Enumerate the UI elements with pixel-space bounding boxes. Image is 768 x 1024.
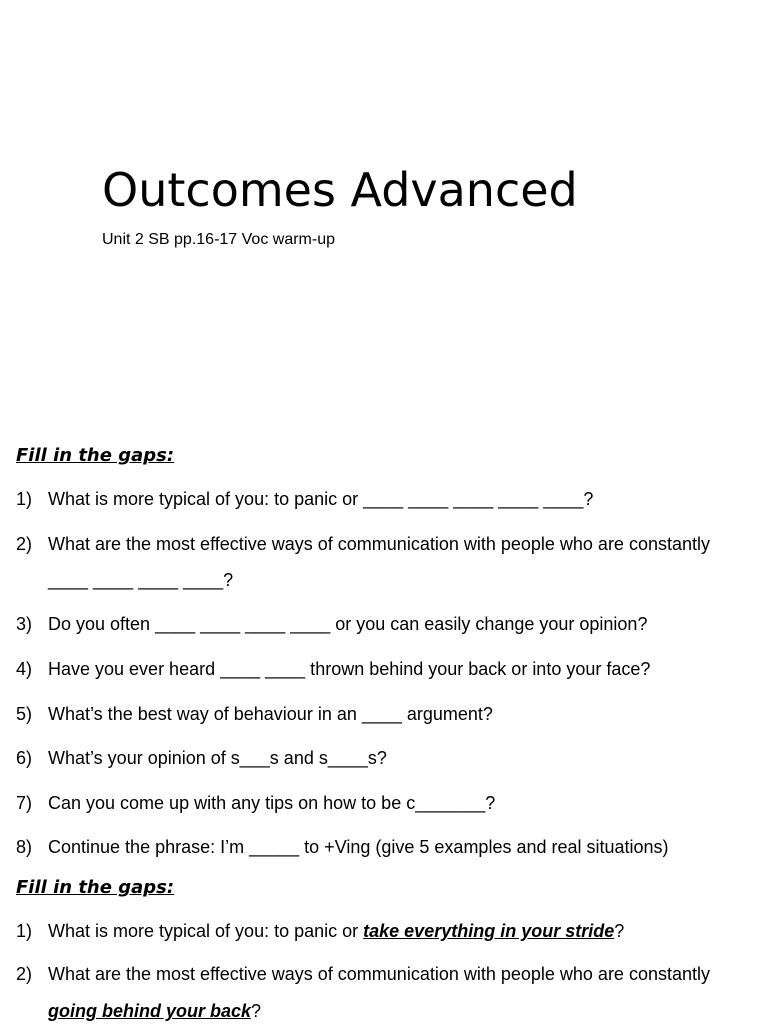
question-text: What’s the best way of behaviour in an ____ argument? <box>48 704 493 724</box>
page-subtitle: Unit 2 SB pp.16-17 Voc warm-up <box>102 231 336 248</box>
question-number: 8) <box>16 837 33 857</box>
question-8 <box>16 835 758 859</box>
question-3 <box>16 612 758 636</box>
question-text: Can you come up with any tips on how to be c_______? <box>48 793 496 813</box>
answer-2-continuation <box>48 999 261 1023</box>
question-text: What’s your opinion of s___s and s____s? <box>48 748 387 768</box>
question-text: Continue the phrase: I’m _____ to +Ving (give 5 examples and real situations) <box>48 837 669 857</box>
section2-heading: Fill in the gaps: <box>16 877 175 898</box>
question-2-continuation: ____ ____ ____ ____? <box>48 570 234 590</box>
question-number: 7) <box>16 793 33 813</box>
page-title: Outcomes Advanced <box>102 163 578 217</box>
question-number: 4) <box>16 659 33 679</box>
question-2 <box>16 532 758 556</box>
answer-1 <box>16 919 758 943</box>
question-number: 1) <box>16 489 33 509</box>
question-text: Have you ever heard ____ ____ thrown behind your back or into your face? <box>48 659 651 679</box>
answer-2 <box>16 962 758 986</box>
question-number: 2) <box>16 534 33 554</box>
question-number: 1) <box>16 921 33 941</box>
question-7 <box>16 791 758 815</box>
question-number: 3) <box>16 614 33 634</box>
answer-text: take everything in your stride <box>363 921 615 941</box>
question-5 <box>16 702 758 726</box>
section1-heading: Fill in the gaps: <box>16 445 175 466</box>
question-suffix: ? <box>251 1001 262 1021</box>
question-6 <box>16 746 758 770</box>
question-number: 6) <box>16 748 33 768</box>
question-4 <box>16 657 758 681</box>
question-text: Do you often ____ ____ ____ ____ or you can easily change your opinion? <box>48 614 648 634</box>
answer-text: going behind your back <box>48 1001 252 1021</box>
question-text: What are the most effective ways of communication with people who are constantly <box>48 534 710 554</box>
question-1 <box>16 487 758 511</box>
question-suffix: ? <box>614 921 625 941</box>
question-text: What are the most effective ways of communication with people who are constantly <box>48 964 710 984</box>
question-number: 5) <box>16 704 33 724</box>
question-text: What is more typical of you: to panic or ____ ____ ____ ____ ____? <box>48 489 594 509</box>
question-text: What is more typical of you: to panic or <box>48 921 364 941</box>
question-number: 2) <box>16 964 33 984</box>
